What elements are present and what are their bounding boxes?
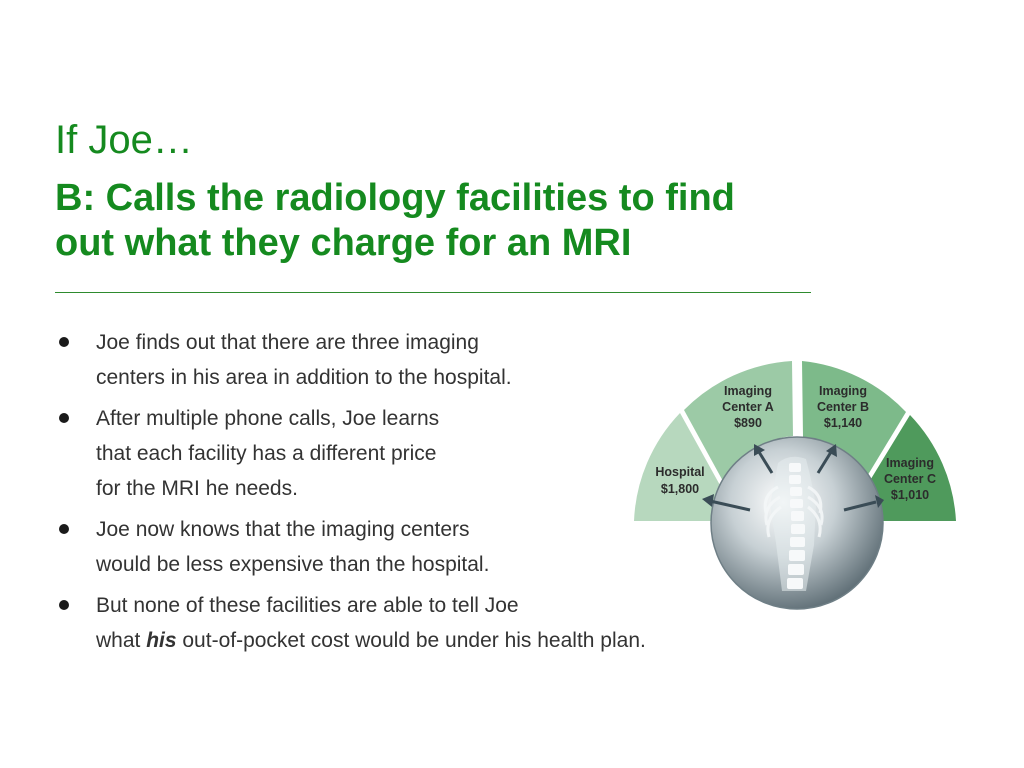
bullet-text-segment: what <box>96 629 147 652</box>
label-center-b-line1: Imaging <box>819 384 867 398</box>
bullet-text-line: for the MRI he needs. <box>96 477 298 500</box>
label-imaging-center-b <box>817 384 869 430</box>
slide-title <box>55 176 875 266</box>
bullet-text-line: Joe finds out that there are three imaging <box>96 331 479 354</box>
bullet-text-line <box>96 623 815 658</box>
bullet-dot-icon <box>59 337 69 347</box>
slide-title-line-2: out what they charge for an MRI <box>55 222 632 264</box>
bullet-text-segment: out-of-pocket cost would be under his health plan. <box>176 629 646 652</box>
bullet-text-line: Joe now knows that the imaging centers <box>96 518 470 541</box>
label-center-c-price: $1,010 <box>890 488 930 502</box>
bullet-dot-icon <box>59 600 69 610</box>
bullet-text-line: centers in his area in addition to the hospital. <box>96 366 512 389</box>
title-divider <box>55 292 811 293</box>
bullet-text-line: would be less expensive than the hospital. <box>96 553 490 576</box>
label-imaging-center-c <box>884 456 936 502</box>
label-hospital-price: $1,800 <box>660 482 700 496</box>
label-center-b-price: $1,140 <box>823 416 863 430</box>
label-center-a-line2: Center A <box>722 400 774 414</box>
label-center-b-line2: Center B <box>816 400 870 414</box>
facility-price-diagram <box>630 355 966 613</box>
bullet-text-line: But none of these facilities are able to tell Joe <box>96 594 519 617</box>
label-hospital-name: Hospital <box>655 465 705 479</box>
bullet-text-line: that each facility has a different price <box>96 442 437 465</box>
bullet-dot-icon <box>59 413 69 423</box>
label-center-c-line2: Center C <box>883 472 937 486</box>
bullet-dot-icon <box>59 524 69 534</box>
label-center-a-line1: Imaging <box>724 384 772 398</box>
spine-x-ray-icon <box>711 437 883 609</box>
bullet-text-line: After multiple phone calls, Joe learns <box>96 407 440 430</box>
label-center-a-price: $890 <box>734 416 762 430</box>
label-center-c-line1: Imaging <box>886 456 934 470</box>
slide-title-line-1: B: Calls the radiology facilities to find <box>55 177 735 219</box>
slide-pretitle: If Joe… <box>55 118 193 162</box>
facility-fan-svg <box>630 355 966 613</box>
emphasis-his: his <box>146 629 177 652</box>
